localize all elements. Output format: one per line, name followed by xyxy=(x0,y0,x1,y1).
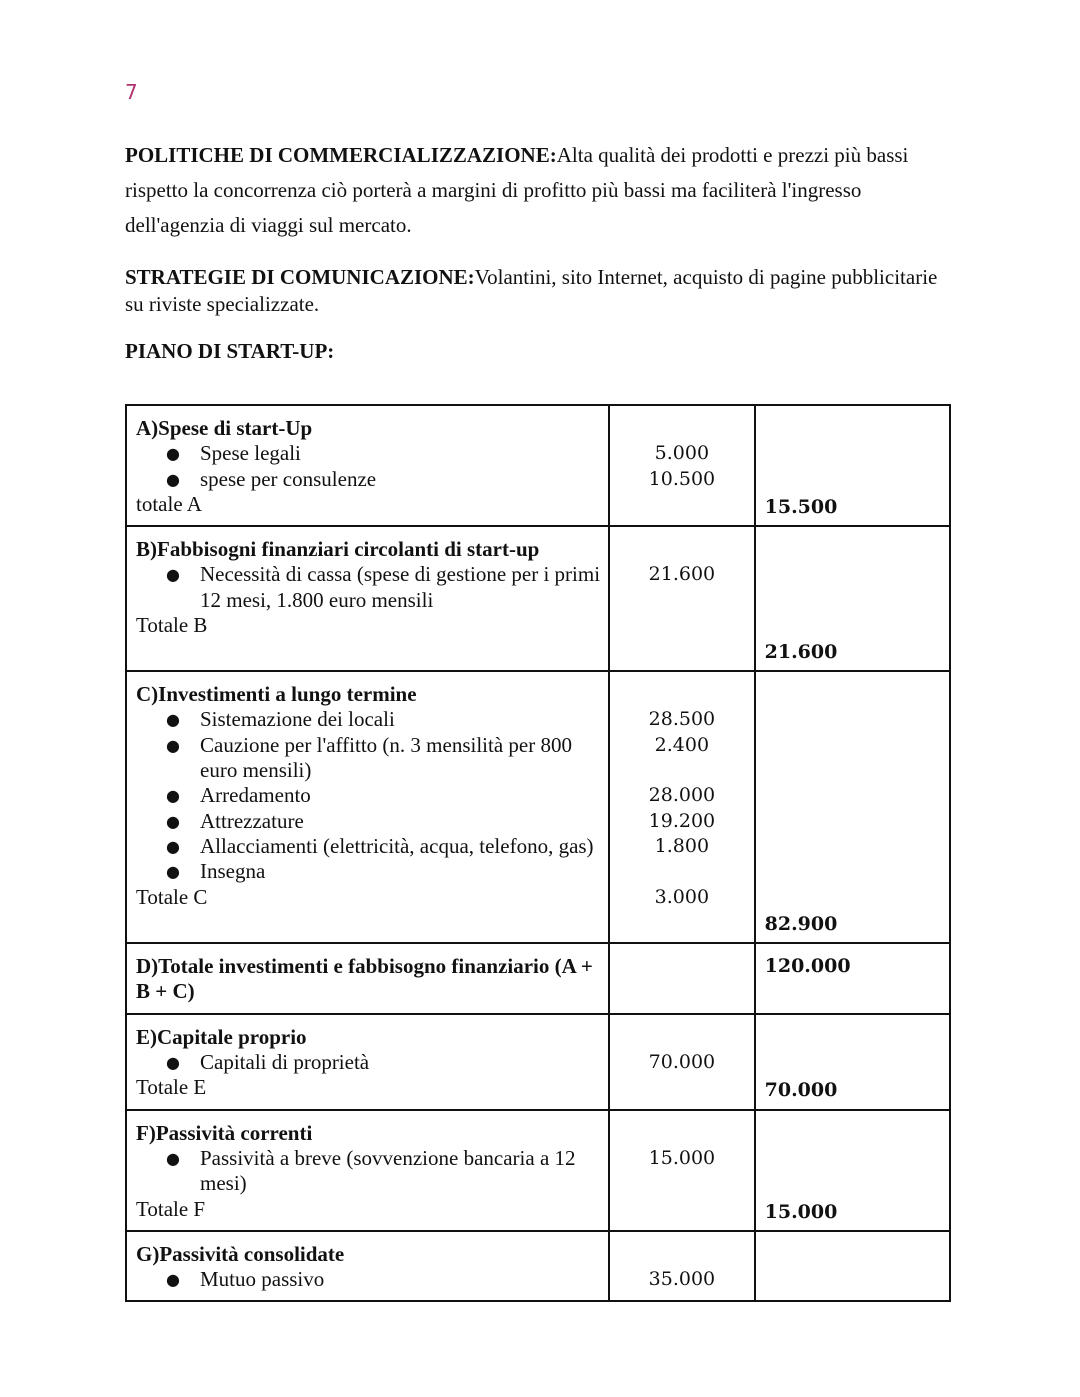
table-row-a xyxy=(126,405,950,526)
amount: 10.500 xyxy=(648,467,716,490)
section-d-title: D)Totale investimenti e fabbisogno finanziario (A + B + C) xyxy=(136,954,593,1004)
row-b-total-cell xyxy=(755,526,950,671)
section-f-total-label: Totale F xyxy=(136,1196,206,1221)
table-row-g xyxy=(126,1231,950,1302)
row-b-description xyxy=(126,526,609,671)
row-f-description xyxy=(126,1110,609,1231)
row-a-amounts xyxy=(609,405,754,526)
row-d-description xyxy=(126,943,609,1014)
amount: 19.200 xyxy=(648,809,716,832)
section-a-total: 15.500 xyxy=(764,495,838,518)
section-b-total-label: Totale B xyxy=(136,613,208,638)
section-e-total-label: Totale E xyxy=(136,1075,207,1100)
section-d-total: 120.000 xyxy=(764,955,851,978)
list-item: ● Cauzione per l'affitto (n. 3 mensilità per 800 euro mensili) xyxy=(166,733,600,784)
table-row-d xyxy=(126,943,950,1014)
list-item: ● Mutuo passivo xyxy=(166,1267,600,1292)
row-c-total-cell xyxy=(755,671,950,943)
row-a-description xyxy=(126,405,609,526)
amount: 1.800 xyxy=(654,834,710,857)
startup-plan-table xyxy=(125,404,951,1302)
row-c-description xyxy=(126,671,609,943)
row-f-total-cell xyxy=(755,1110,950,1231)
list-item: ● Necessità di cassa (spese di gestione per i primi 12 mesi, 1.800 euro mensili xyxy=(166,562,600,613)
section-c-total-label: Totale C xyxy=(136,884,208,909)
list-item: ● Attrezzature xyxy=(166,809,600,834)
communication-strategy-text: Volantini, sito Internet, acquisto di pagine pubblicitarie su riviste specializzate. xyxy=(125,265,938,316)
row-d-amounts xyxy=(609,943,754,1014)
amount: 28.000 xyxy=(648,784,716,807)
row-g-description xyxy=(126,1231,609,1302)
section-e-title: E)Capitale proprio xyxy=(136,1024,307,1049)
section-c-total: 82.900 xyxy=(764,912,838,935)
amount: 70.000 xyxy=(648,1051,716,1074)
communication-strategy-paragraph xyxy=(125,264,945,318)
amount: 2.400 xyxy=(654,733,710,756)
table-row-c xyxy=(126,671,950,943)
row-g-amounts xyxy=(609,1231,754,1302)
row-f-amounts xyxy=(609,1110,754,1231)
section-a-total-label: totale A xyxy=(136,491,202,516)
list-item: ● Arredamento xyxy=(166,783,600,808)
row-c-amounts xyxy=(609,671,754,943)
row-e-amounts xyxy=(609,1014,754,1110)
startup-heading: PIANO DI START-UP: xyxy=(125,339,335,363)
row-d-total-cell xyxy=(755,943,950,1014)
section-e-total: 70.000 xyxy=(764,1079,838,1102)
row-e-description xyxy=(126,1014,609,1110)
commercial-policy-text: Alta qualità dei prodotti e prezzi più bassi rispetto la concorrenza ciò porterà a margini di profitto più bassi ma faciliterà l'ingresso dell'agenzia di viaggi sul mercato. xyxy=(125,143,909,237)
list-item: ● Insegna xyxy=(166,859,600,884)
amount: 5.000 xyxy=(654,442,710,465)
row-e-total-cell xyxy=(755,1014,950,1110)
list-item: ● Allacciamenti (elettricità, acqua, telefono, gas) xyxy=(166,834,600,859)
amount: 3.000 xyxy=(654,885,710,908)
row-a-total-cell xyxy=(755,405,950,526)
section-c-title: C)Investimenti a lungo termine xyxy=(136,682,417,707)
section-a-title: A)Spese di start-Up xyxy=(136,416,313,440)
list-item: ● spese per consulenze xyxy=(166,467,600,492)
list-item: ● Spese legali xyxy=(166,441,600,466)
section-f-title: F)Passività correnti xyxy=(136,1120,313,1145)
list-item: ● Passività a breve (sovvenzione bancaria a 12 mesi) xyxy=(166,1146,600,1197)
list-item: ● Sistemazione dei locali xyxy=(166,707,600,732)
table-row-f xyxy=(126,1110,950,1231)
section-b-title: B)Fabbisogni finanziari circolanti di start-up xyxy=(136,537,540,562)
amount: 21.600 xyxy=(648,563,716,586)
amount: 28.500 xyxy=(648,708,716,731)
section-b-total: 21.600 xyxy=(764,640,838,663)
section-g-title: G)Passività consolidate xyxy=(136,1241,345,1266)
section-f-total: 15.000 xyxy=(764,1200,838,1223)
amount: 15.000 xyxy=(648,1146,716,1169)
communication-strategy-label: STRATEGIE DI COMUNICAZIONE: xyxy=(125,265,475,289)
page-number: 7 xyxy=(125,80,138,104)
commercial-policy-paragraph xyxy=(125,138,945,243)
row-g-total-cell xyxy=(755,1231,950,1302)
row-b-amounts xyxy=(609,526,754,671)
commercial-policy-label: POLITICHE DI COMMERCIALIZZAZIONE: xyxy=(125,143,557,167)
table-row-e xyxy=(126,1014,950,1110)
list-item: ● Capitali di proprietà xyxy=(166,1050,600,1075)
amount: 35.000 xyxy=(648,1268,716,1291)
table-row-b xyxy=(126,526,950,671)
